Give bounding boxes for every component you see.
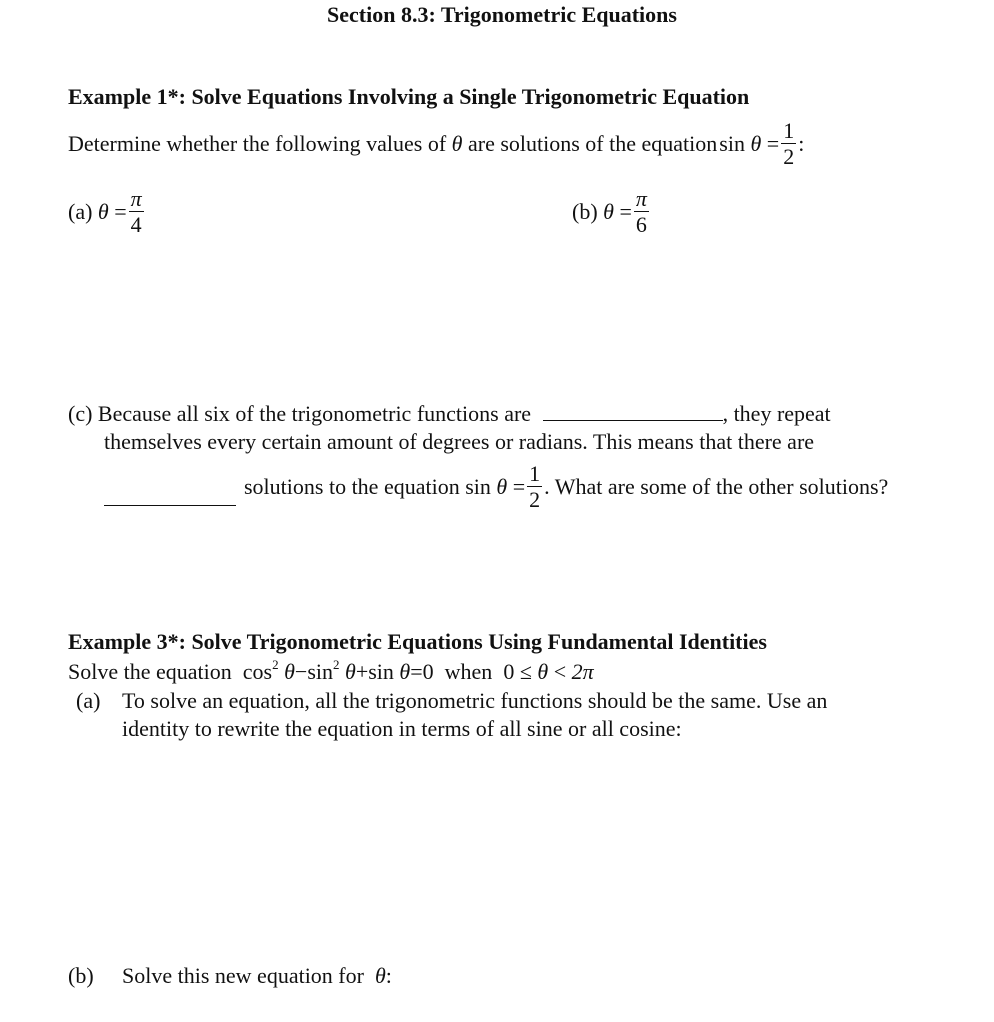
example3-part-b-label: (b) xyxy=(68,963,94,988)
section-title: Section 8.3: Trigonometric Equations xyxy=(327,2,677,27)
when-word: when xyxy=(444,659,493,684)
part-c-line3-end: . What are some of the other solutions? xyxy=(544,474,889,499)
part-a-equals: = xyxy=(114,199,127,224)
eq-cos: cos xyxy=(242,659,273,684)
example1-prompt-mid: are solutions of the equation xyxy=(467,131,718,156)
example3-prompt xyxy=(68,659,594,685)
example3-heading: Example 3*: Solve Trigonometric Equations Using Fundamental Identities xyxy=(68,629,767,654)
part-c-eq-equals: = xyxy=(512,474,526,499)
fraction-numerator: π xyxy=(130,186,142,211)
part-b-tail: : xyxy=(385,963,392,988)
example1-heading: Example 1*: Solve Equations Involving a Single Trigonometric Equation xyxy=(68,84,750,109)
less-than-symbol: < xyxy=(553,659,567,684)
range-high: 2π xyxy=(571,659,594,684)
example1-part-c-line3 xyxy=(104,458,888,516)
eq-var: θ xyxy=(399,659,411,684)
range-var: θ xyxy=(537,659,549,684)
less-equal-symbol: ≤ xyxy=(519,659,532,684)
eq-var: θ xyxy=(345,659,356,684)
example3-part-a-line2: identity to rewrite the equation in terms of all sine or all cosine: xyxy=(122,716,682,741)
answer-blank[interactable] xyxy=(104,487,236,506)
part-a-fraction xyxy=(129,188,144,236)
fraction-denominator: 4 xyxy=(130,212,142,237)
part-a-var: θ xyxy=(97,199,109,224)
eq-cos-exponent: 2 xyxy=(272,657,279,672)
part-c-eq-fn: sin xyxy=(465,474,491,499)
answer-blank[interactable] xyxy=(543,402,723,421)
example1-prompt xyxy=(68,116,804,172)
eq-var: θ xyxy=(284,659,295,684)
fraction-numerator: π xyxy=(635,186,647,211)
fraction-numerator: 1 xyxy=(783,118,795,143)
part-b-label: (b) xyxy=(572,199,598,224)
part-b-var: θ xyxy=(603,199,614,224)
eq-sin-exponent: 2 xyxy=(333,657,340,672)
example1-eq-equals: = xyxy=(766,131,780,156)
part-c-line1-end: , they repeat xyxy=(722,401,831,426)
example1-eq-fn: sin xyxy=(719,131,745,156)
part-b-text: Solve this new equation for xyxy=(122,963,364,988)
fraction-numerator: 1 xyxy=(529,461,541,486)
part-c-eq-var: θ xyxy=(496,474,508,499)
eq-equals: = xyxy=(410,659,423,684)
eq-sin: sin xyxy=(368,659,394,684)
part-c-line1-start: (c) Because all six of the trigonometric functions are xyxy=(68,401,532,426)
example1-eq-tail: : xyxy=(798,131,805,156)
part-a-label: (a) xyxy=(68,199,93,224)
example1-part-a xyxy=(68,184,146,240)
part-b-equals: = xyxy=(619,199,632,224)
eq-minus: − xyxy=(294,659,308,684)
range-low: 0 xyxy=(503,659,515,684)
example3-part-b xyxy=(122,963,392,989)
part-c-line3-mid: solutions to the equation xyxy=(244,474,460,499)
eq-zero: 0 xyxy=(422,659,434,684)
part-b-var: θ xyxy=(374,963,386,988)
fraction-denominator: 6 xyxy=(635,212,647,237)
example1-prompt-var: θ xyxy=(451,131,463,156)
fraction-denominator: 2 xyxy=(783,144,795,169)
example1-eq-var: θ xyxy=(750,131,762,156)
part-c-eq-fraction xyxy=(527,463,542,511)
fraction-denominator: 2 xyxy=(529,487,541,512)
example3-part-a-line1: To solve an equation, all the trigonometric functions should be the same. Use an xyxy=(122,688,828,713)
example1-eq-fraction xyxy=(781,120,796,168)
eq-sin: sin xyxy=(307,659,333,684)
example1-part-c-line2: themselves every certain amount of degrees or radians. This means that there are xyxy=(104,429,815,454)
example1-prompt-text: Determine whether the following values of xyxy=(68,131,447,156)
example3-prompt-text: Solve the equation xyxy=(68,659,232,684)
example3-part-a-label: (a) xyxy=(76,688,101,713)
example1-part-c-line1 xyxy=(68,401,831,427)
part-b-fraction xyxy=(634,188,649,236)
eq-plus: + xyxy=(355,659,369,684)
example1-part-b xyxy=(572,184,651,240)
